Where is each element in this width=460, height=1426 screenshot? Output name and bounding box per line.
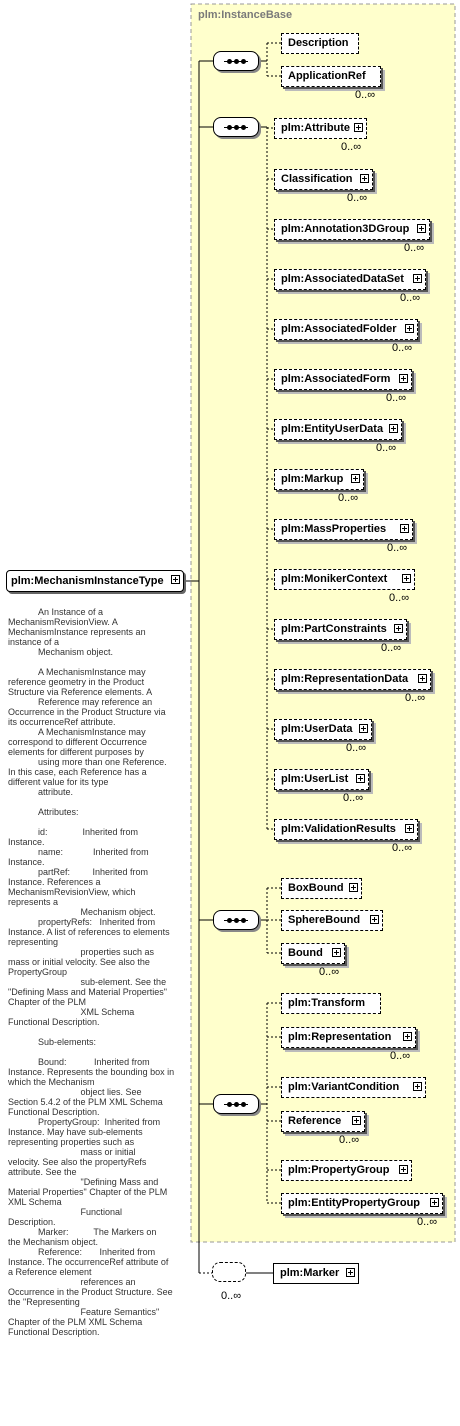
expand-icon[interactable] xyxy=(417,224,426,233)
element-node-plm-attribute[interactable] xyxy=(274,118,367,139)
element-node-plm-associatedfolder[interactable] xyxy=(274,319,418,340)
element-node-label: plm:AssociatedForm xyxy=(281,373,391,385)
expand-icon[interactable] xyxy=(351,474,360,483)
element-node-label: plm:MonikerContext xyxy=(281,573,388,585)
root-element[interactable] xyxy=(6,570,184,592)
element-node-plm-marker[interactable] xyxy=(273,1263,359,1284)
element-node-label: Classification xyxy=(281,173,353,185)
expand-icon[interactable] xyxy=(346,1268,355,1277)
cardinality-label: 0..∞ xyxy=(319,966,340,978)
cardinality-label: 0..∞ xyxy=(386,392,407,404)
element-node-label: plm:UserList xyxy=(281,773,349,785)
cardinality-label: 0..∞ xyxy=(376,442,397,454)
element-node-label: plm:PartConstraints xyxy=(281,623,387,635)
cardinality-label: 0..∞ xyxy=(405,692,426,704)
cardinality-label: 0..∞ xyxy=(404,242,425,254)
expand-icon[interactable] xyxy=(370,915,379,924)
element-node-label: plm:AssociatedFolder xyxy=(281,323,397,335)
element-node-plm-representationdata[interactable] xyxy=(274,669,431,690)
element-node-plm-entitypropertygroup[interactable] xyxy=(281,1193,443,1214)
expand-icon[interactable] xyxy=(413,274,422,283)
element-node-label: plm:MassProperties xyxy=(281,523,387,535)
cardinality-label: 0..∞ xyxy=(346,742,367,754)
expand-icon[interactable] xyxy=(399,1165,408,1174)
element-node-label: ApplicationRef xyxy=(288,70,366,82)
element-node-plm-representation[interactable] xyxy=(281,1027,416,1048)
element-node-plm-annotation3dgroup[interactable] xyxy=(274,219,430,240)
element-node-reference[interactable] xyxy=(281,1111,365,1132)
sequence-compositor-3 xyxy=(213,910,259,930)
element-node-label: plm:PropertyGroup xyxy=(288,1164,390,1176)
expand-icon[interactable] xyxy=(413,1082,422,1091)
cardinality-label: 0..∞ xyxy=(338,492,359,504)
marker-choice-cardinality: 0..∞ xyxy=(221,1290,242,1302)
element-node-label: plm:Marker xyxy=(280,1267,340,1279)
element-node-plm-partconstraints[interactable] xyxy=(274,619,407,640)
expand-icon[interactable] xyxy=(356,774,365,783)
element-node-label: plm:RepresentationData xyxy=(281,673,409,685)
element-node-plm-propertygroup[interactable] xyxy=(281,1160,412,1181)
element-node-label: plm:ValidationResults xyxy=(281,823,396,835)
element-node-plm-massproperties[interactable] xyxy=(274,519,413,540)
cardinality-label: 0..∞ xyxy=(387,542,408,554)
element-node-plm-associatedform[interactable] xyxy=(274,369,412,390)
expand-icon[interactable] xyxy=(394,624,403,633)
cardinality-label: 0..∞ xyxy=(343,792,364,804)
cardinality-label: 0..∞ xyxy=(390,1050,411,1062)
element-node-label: plm:VariantCondition xyxy=(288,1081,400,1093)
cardinality-label: 0..∞ xyxy=(392,842,413,854)
expand-icon[interactable] xyxy=(359,724,368,733)
expand-icon[interactable] xyxy=(332,948,341,957)
element-node-plm-variantcondition[interactable] xyxy=(281,1077,426,1098)
cardinality-label: 0..∞ xyxy=(400,292,421,304)
cardinality-label: 0..∞ xyxy=(381,642,402,654)
element-node-label: plm:AssociatedDataSet xyxy=(281,273,404,285)
cardinality-label: 0..∞ xyxy=(339,1134,360,1146)
expand-icon[interactable] xyxy=(349,883,358,892)
element-node-label: BoxBound xyxy=(288,882,344,894)
choice-compositor xyxy=(212,1262,246,1282)
element-node-label: Description xyxy=(288,37,349,49)
element-node-label: plm:EntityPropertyGroup xyxy=(288,1197,421,1209)
cardinality-label: 0..∞ xyxy=(392,342,413,354)
element-node-label: plm:EntityUserData xyxy=(281,423,384,435)
expand-icon[interactable] xyxy=(405,324,414,333)
expand-icon[interactable] xyxy=(430,1198,439,1207)
cardinality-label: 0..∞ xyxy=(417,1216,438,1228)
element-node-plm-markup[interactable] xyxy=(274,469,364,490)
sequence-compositor-4 xyxy=(213,1094,259,1114)
root-element-label: plm:MechanismInstanceType xyxy=(11,575,164,587)
sequence-compositor-2 xyxy=(213,117,259,137)
element-node-label: plm:Annotation3DGroup xyxy=(281,223,410,235)
cardinality-label: 0..∞ xyxy=(347,192,368,204)
element-node-label: Bound xyxy=(288,947,323,959)
cardinality-label: 0..∞ xyxy=(389,592,410,604)
expand-icon[interactable] xyxy=(402,574,411,583)
element-node-plm-monikercontext[interactable] xyxy=(274,569,415,590)
element-node-applicationref[interactable] xyxy=(281,66,381,87)
expand-icon[interactable] xyxy=(400,524,409,533)
expand-icon[interactable] xyxy=(354,123,363,132)
element-node-plm-entityuserdata[interactable] xyxy=(274,419,402,440)
sequence-compositor-1 xyxy=(213,51,259,71)
element-node-spherebound[interactable] xyxy=(281,910,383,931)
cardinality-label: 0..∞ xyxy=(341,141,362,153)
element-node-plm-userdata[interactable] xyxy=(274,719,372,740)
element-node-plm-transform[interactable] xyxy=(281,993,381,1014)
element-node-boxbound[interactable] xyxy=(281,878,362,899)
documentation-text: An Instance of a MechanismRevisionView. A MechanismInstance represents an instance of a Mechanism object. A MechanismInstance may reference geometry in the Product Structure via Reference elements. A Reference may reference an Occurrence in the Product Structure via its occurrenceRef attribute. A MechanismInstance may correspond to different Occurrence elements for different purposes by using more than one Reference. In this case, each Reference has a different value for its type attribute. Attributes: id: Inherited from Instance. name: Inherited from Instance. partRef: Inherited from Instance. References a MechanismRevisionView, which represents a Mechanism object. propertyRefs: Inherited from Instance. A list of references to elements representing properties such as mass or initial velocity. See also the PropertyGroup sub-element. See the "Defining Mass and Material Properties" Chapter of the PLM XML Schema Functional Description. Sub-elements: Bound: Inherited from Instance. Represents the bounding box in which the Mechanism object lies. See Section 5.4.2 of the PLM XML Schema Functional Description. PropertyGroup: Inherited from Instance. May have sub-elements representing properties such as mass or initial velocity. See also the propertyRefs attribute. See the "Defining Mass and Material Properties" Chapter of the PLM XML Schema Functional Description. Marker: The Markers on the Mechanism object. Reference: Inherited from Instance. The occurrenceRef attribute of a Reference element references an Occurrence in the Product Structure. See the "Representing Feature Semantics" Chapter of the PLM XML Schema Functional Description. xyxy=(8,607,175,1337)
element-node-description[interactable] xyxy=(281,33,359,54)
element-node-plm-associateddataset[interactable] xyxy=(274,269,426,290)
expand-icon[interactable] xyxy=(405,824,414,833)
group-title: plm:InstanceBase xyxy=(198,9,293,21)
cardinality-label: 0..∞ xyxy=(355,89,376,101)
element-node-label: plm:UserData xyxy=(281,723,353,735)
element-node-label: plm:Transform xyxy=(288,997,366,1009)
element-node-plm-validationresults[interactable] xyxy=(274,819,418,840)
expand-icon[interactable] xyxy=(399,374,408,383)
element-node-label: Reference xyxy=(288,1115,342,1127)
element-node-classification[interactable] xyxy=(274,169,373,190)
expand-icon[interactable] xyxy=(403,1032,412,1041)
expand-icon[interactable] xyxy=(352,1116,361,1125)
element-node-bound[interactable] xyxy=(281,943,345,964)
expand-icon[interactable] xyxy=(360,174,369,183)
element-node-label: SphereBound xyxy=(288,914,361,926)
element-node-label: plm:Attribute xyxy=(281,122,351,134)
expand-icon[interactable] xyxy=(418,674,427,683)
element-node-label: plm:Markup xyxy=(281,473,344,485)
element-node-label: plm:Representation xyxy=(288,1031,392,1043)
element-node-plm-userlist[interactable] xyxy=(274,769,369,790)
expand-icon[interactable] xyxy=(171,575,180,584)
expand-icon[interactable] xyxy=(389,424,398,433)
